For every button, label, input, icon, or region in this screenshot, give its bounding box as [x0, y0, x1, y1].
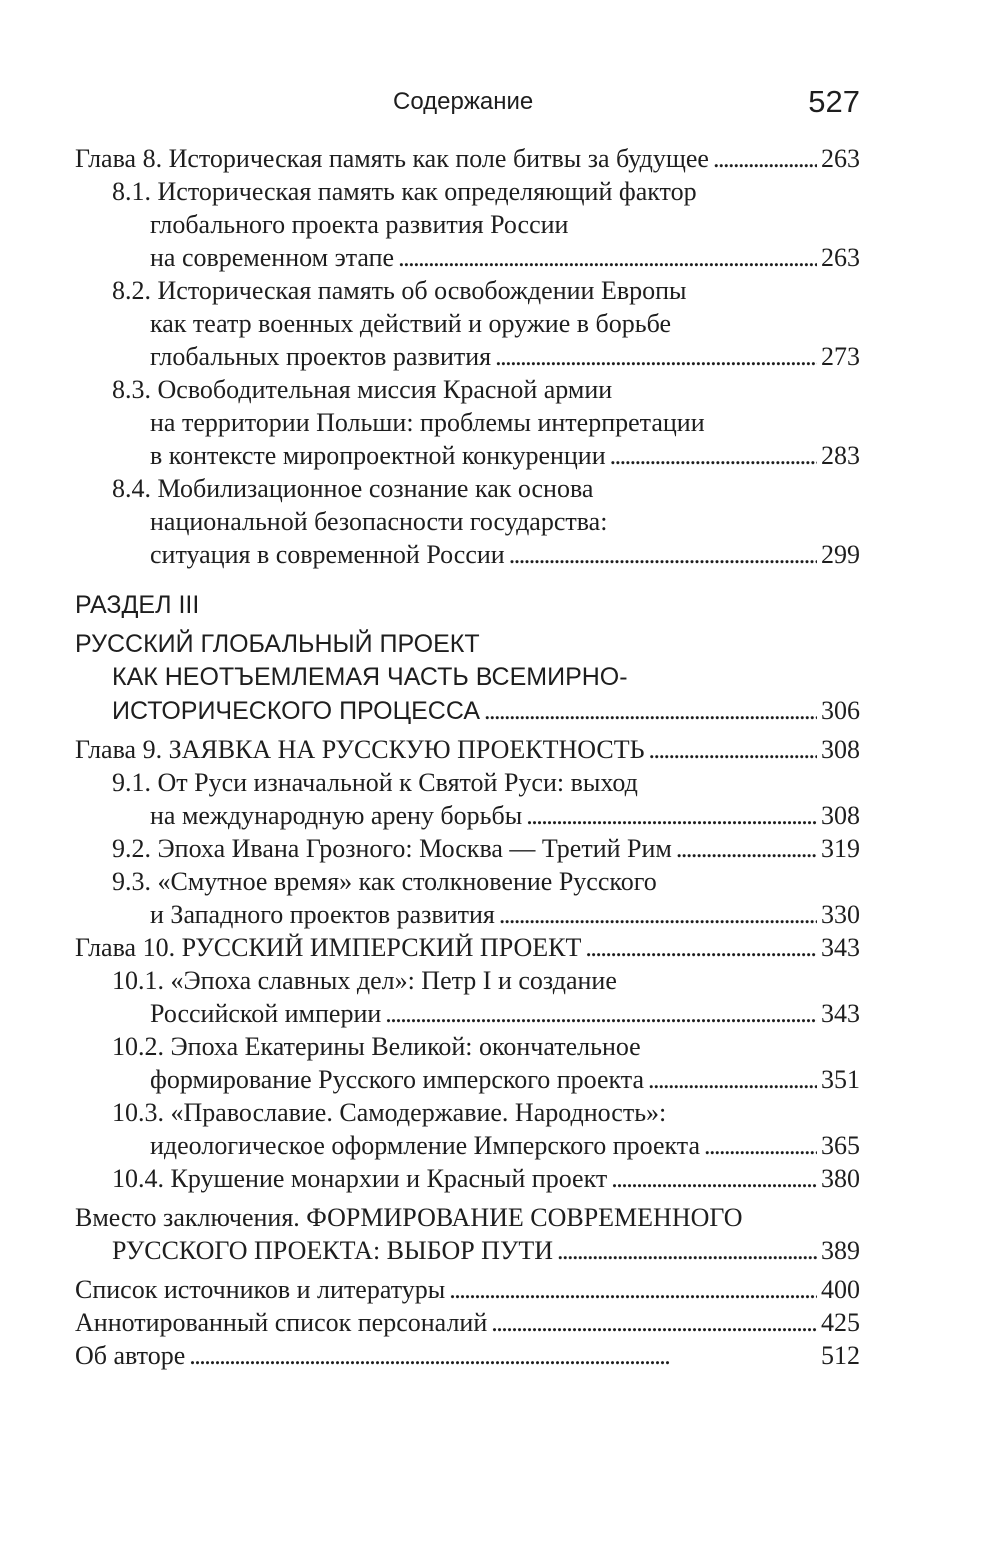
toc-entry-title-line: 9.3. «Смутное время» как столкновение Русского [112, 867, 657, 896]
toc-leader-dots [491, 1306, 817, 1339]
toc-entry-page: 425 [821, 1308, 860, 1337]
toc-entry-title: Аннотированный список персоналий [75, 1308, 488, 1337]
toc-entry-title-line: формирование Русского имперского проекта [150, 1065, 644, 1094]
toc-entry-title-line: РУССКОГО ПРОЕКТА: ВЫБОР ПУТИ [112, 1236, 554, 1265]
toc-leader-dots [713, 142, 817, 175]
toc-entry-title: Об авторе [75, 1341, 186, 1370]
toc-entry-title-line: КАК НЕОТЪЕМЛЕМАЯ ЧАСТЬ ВСЕМИРНО- [112, 663, 628, 691]
toc-leader-dots [557, 1234, 817, 1267]
toc-entry-page: 343 [821, 999, 860, 1028]
toc-entry-chapter-9[interactable] [75, 733, 860, 766]
toc-entry-title-line: ИСТОРИЧЕСКОГО ПРОЦЕССА [112, 697, 481, 725]
toc-entry-section-9-2[interactable] [75, 832, 860, 865]
toc-entry-last-line [75, 997, 860, 1030]
toc-leader-dots [611, 1162, 817, 1195]
toc-entry-title: Глава 9. ЗАЯВКА НА РУССКУЮ ПРОЕКТНОСТЬ [75, 735, 645, 764]
toc-entry-title-line: 9.1. От Руси изначальной к Святой Руси: выход [112, 768, 638, 797]
toc-entry-page: 308 [821, 735, 860, 764]
toc-entry-title: Глава 8. Историческая память как поле битвы за будущее [75, 144, 709, 173]
toc-leader-dots [449, 1273, 817, 1306]
toc-entry-title-line: на территории Польши: проблемы интерпретации [150, 408, 705, 437]
toc-entry-section-9-3[interactable] [75, 865, 860, 931]
toc-leader-dots [704, 1129, 817, 1162]
toc-leader-dots [649, 733, 817, 766]
toc-entry-title-line: ситуация в современной России [150, 540, 505, 569]
toc-entry-title: Глава 10. РУССКИЙ ИМПЕРСКИЙ ПРОЕКТ [75, 933, 582, 962]
toc-entry-last-line [75, 799, 860, 832]
toc-entry-title-line: РУССКИЙ ГЛОБАЛЬНЫЙ ПРОЕКТ [75, 630, 480, 658]
toc-entry-title-line: как театр военных действий и оружие в борьбе [150, 309, 672, 338]
toc-leader-dots [585, 931, 817, 964]
toc-leader-dots [648, 1063, 817, 1096]
toc-entry-title-line: 8.4. Мобилизационное сознание как основа [112, 474, 594, 503]
toc-entry-page: 351 [821, 1065, 860, 1094]
toc-entry-title-line: глобального проекта развития России [150, 210, 569, 239]
toc-entry-page: 365 [821, 1131, 860, 1160]
toc-entry-title-line: в контексте миропроектной конкуренции [150, 441, 606, 470]
toc-entry-last-line [75, 1129, 860, 1162]
toc-entry-part-3[interactable] [75, 628, 860, 727]
toc-entry-title-line: национальной безопасности государства: [150, 507, 608, 536]
toc-entry-title-line: и Западного проектов развития [150, 900, 495, 929]
toc-entry-page: 299 [821, 540, 860, 569]
toc-entry-page: 400 [821, 1275, 860, 1304]
toc-entry-section-10-1[interactable] [75, 964, 860, 1030]
toc-entry-page: 319 [821, 834, 860, 863]
toc-entry-page: 306 [821, 696, 860, 725]
toc-entry-last-line [75, 538, 860, 571]
toc-entry-page: 273 [821, 342, 860, 371]
toc-entry-section-10-2[interactable] [75, 1030, 860, 1096]
toc-entry-last-line [75, 439, 860, 472]
part-label: РАЗДЕЛ III [75, 591, 200, 619]
toc-entry-title: 10.4. Крушение монархии и Красный проект [112, 1164, 608, 1193]
toc-entry-about-author[interactable] [75, 1339, 860, 1372]
toc-entry-page: 308 [821, 801, 860, 830]
toc-entry-last-line [75, 340, 860, 373]
toc-leader-dots [189, 1339, 817, 1372]
toc-entry-section-8-1[interactable] [75, 175, 860, 274]
toc-entry-title-line: 8.1. Историческая память как определяющий фактор [112, 177, 697, 206]
toc-entry-title-line: Вместо заключения. ФОРМИРОВАНИЕ СОВРЕМЕННОГО [75, 1203, 743, 1232]
toc-entry-page: 330 [821, 900, 860, 929]
spacer [75, 571, 860, 589]
toc-leader-dots [499, 898, 817, 931]
toc-entry-title-line: 8.2. Историческая память об освобождении Европы [112, 276, 687, 305]
toc-entry-title: 9.2. Эпоха Ивана Грозного: Москва — Третий Рим [112, 834, 672, 863]
toc-entry-title-line: 8.3. Освободительная миссия Красной армии [112, 375, 613, 404]
toc-entry-page: 263 [821, 243, 860, 272]
page-number: 527 [808, 84, 860, 119]
toc-entry-page: 283 [821, 441, 860, 470]
toc-entry-title-line: идеологическое оформление Имперского проекта [150, 1131, 700, 1160]
toc-leader-dots [484, 694, 817, 727]
toc-leader-dots [509, 538, 817, 571]
toc-entry-last-line [75, 1234, 860, 1267]
toc-entry-conclusion[interactable] [75, 1201, 860, 1267]
toc-leader-dots [495, 340, 817, 373]
toc-entry-title-line: 10.3. «Православие. Самодержавие. Народность»: [112, 1098, 667, 1127]
toc-entry-title-line: глобальных проектов развития [150, 342, 492, 371]
toc-entry-page: 343 [821, 933, 860, 962]
toc-entry-title: Список источников и литературы [75, 1275, 446, 1304]
toc-entry-title-line: на международную арену борьбы [150, 801, 523, 830]
toc-entry-last-line [75, 898, 860, 931]
toc-entry-title-line: 10.1. «Эпоха славных дел»: Петр I и создание [112, 966, 617, 995]
toc-entry-page: 389 [821, 1236, 860, 1265]
toc-leader-dots [676, 832, 817, 865]
toc-entry-chapter-8[interactable] [75, 142, 860, 175]
toc-entry-last-line [75, 1063, 860, 1096]
toc-entry-references[interactable] [75, 1273, 860, 1306]
toc-entry-last-line [75, 694, 860, 727]
toc-entry-title-line: 10.2. Эпоха Екатерины Великой: окончательное [112, 1032, 641, 1061]
toc-entry-page: 263 [821, 144, 860, 173]
page-header [75, 84, 860, 128]
table-of-contents [75, 142, 860, 1372]
toc-entry-section-8-2[interactable] [75, 274, 860, 373]
toc-entry-section-10-3[interactable] [75, 1096, 860, 1162]
toc-entry-section-8-4[interactable] [75, 472, 860, 571]
toc-entry-section-9-1[interactable] [75, 766, 860, 832]
toc-leader-dots [398, 241, 817, 274]
toc-leader-dots [526, 799, 817, 832]
toc-entry-page: 512 [821, 1341, 860, 1370]
toc-leader-dots [385, 997, 817, 1030]
toc-entry-title-line: Российской империи [150, 999, 382, 1028]
toc-entry-chapter-10[interactable] [75, 931, 860, 964]
toc-entry-section-8-3[interactable] [75, 373, 860, 472]
toc-leader-dots [610, 439, 817, 472]
toc-entry-title-line: на современном этапе [150, 243, 395, 272]
toc-entry-section-10-4[interactable] [75, 1162, 860, 1195]
toc-entry-last-line [75, 241, 860, 274]
toc-entry-persons[interactable] [75, 1306, 860, 1339]
toc-entry-page: 380 [821, 1164, 860, 1193]
running-title: Содержание [393, 88, 534, 115]
